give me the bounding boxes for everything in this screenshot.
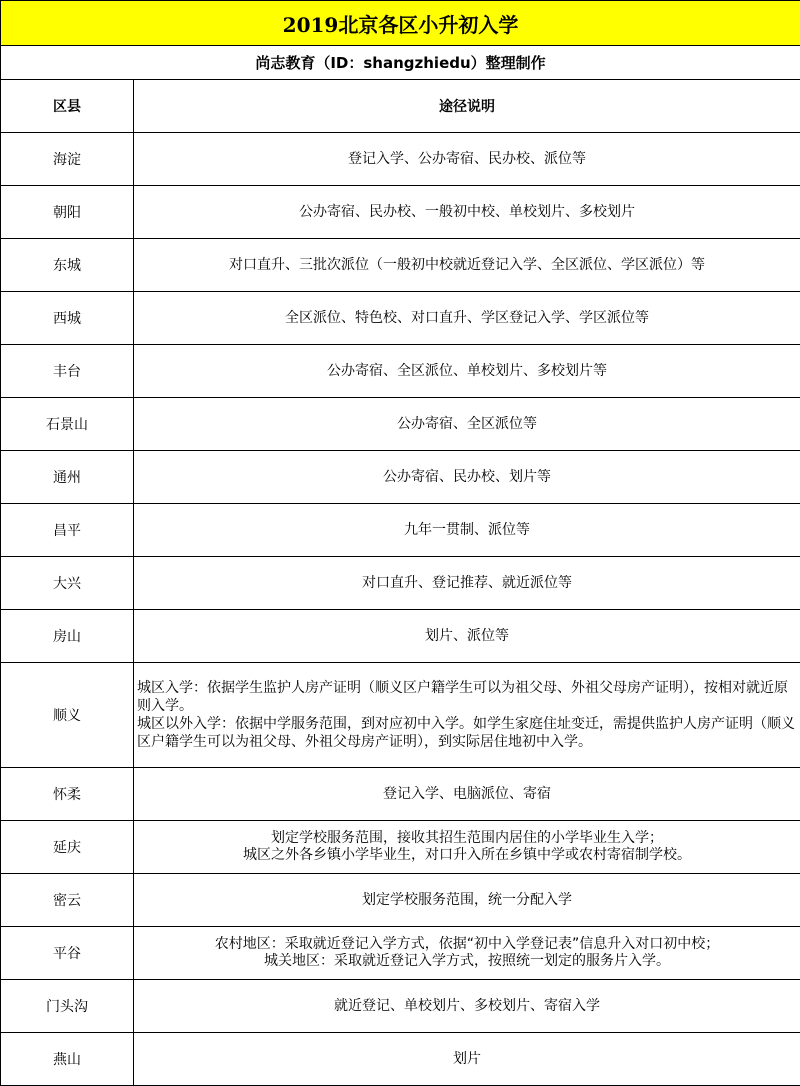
column-header-method: 途径说明 bbox=[134, 80, 800, 133]
district-cell: 怀柔 bbox=[1, 768, 134, 821]
method-cell bbox=[134, 504, 800, 557]
method-line: 划片 bbox=[136, 1051, 798, 1068]
method-cell bbox=[134, 927, 800, 980]
method-line: 全区派位、特色校、对口直升、学区登记入学、学区派位等 bbox=[136, 310, 798, 327]
method-line: 城区以外入学：依据中学服务范围，到对应初中入学。如学生家庭住址变迁，需提供监护人房产证明（顺义区户籍学生可以为祖父母、外祖父母房产证明），到实际居住地初中入学。 bbox=[137, 715, 797, 751]
method-cell bbox=[134, 557, 800, 610]
district-cell: 石景山 bbox=[1, 398, 134, 451]
method-line: 公办寄宿、全区派位等 bbox=[136, 416, 798, 433]
method-cell bbox=[134, 821, 800, 874]
method-cell bbox=[134, 768, 800, 821]
table-row bbox=[1, 398, 800, 451]
method-cell bbox=[134, 345, 800, 398]
method-line: 对口直升、三批次派位（一般初中校就近登记入学、全区派位、学区派位）等 bbox=[136, 257, 798, 274]
district-cell: 房山 bbox=[1, 610, 134, 663]
district-cell: 大兴 bbox=[1, 557, 134, 610]
district-cell: 昌平 bbox=[1, 504, 134, 557]
district-cell: 顺义 bbox=[1, 663, 134, 768]
table-row bbox=[1, 451, 800, 504]
method-line: 就近登记、单校划片、多校划片、寄宿入学 bbox=[136, 998, 798, 1015]
method-line: 登记入学、公办寄宿、民办校、派位等 bbox=[136, 151, 798, 168]
method-line: 城区入学：依据学生监护人房产证明（顺义区户籍学生可以为祖父母、外祖父母房产证明），按相对就近原则入学。 bbox=[137, 679, 797, 715]
method-cell bbox=[134, 292, 800, 345]
title-row bbox=[1, 1, 800, 46]
method-line: 城关地区：采取就近登记入学方式，按照统一划定的服务片入学。 bbox=[136, 953, 798, 970]
district-cell: 密云 bbox=[1, 874, 134, 927]
table-row bbox=[1, 292, 800, 345]
district-cell: 海淀 bbox=[1, 133, 134, 186]
table-row bbox=[1, 980, 800, 1033]
district-cell: 东城 bbox=[1, 239, 134, 292]
method-cell bbox=[134, 610, 800, 663]
district-cell: 延庆 bbox=[1, 821, 134, 874]
method-cell bbox=[134, 239, 800, 292]
table-row bbox=[1, 1033, 800, 1086]
district-cell: 门头沟 bbox=[1, 980, 134, 1033]
table-row bbox=[1, 821, 800, 874]
table-row bbox=[1, 345, 800, 398]
header-row bbox=[1, 80, 800, 133]
method-line: 公办寄宿、民办校、一般初中校、单校划片、多校划片 bbox=[136, 204, 798, 221]
table-row bbox=[1, 133, 800, 186]
district-cell: 通州 bbox=[1, 451, 134, 504]
table-row bbox=[1, 239, 800, 292]
method-line: 农村地区：采取就近登记入学方式，依据“初中入学登记表”信息升入对口初中校； bbox=[136, 936, 798, 953]
table-row bbox=[1, 874, 800, 927]
district-cell: 燕山 bbox=[1, 1033, 134, 1086]
method-cell bbox=[134, 663, 800, 768]
method-cell bbox=[134, 133, 800, 186]
method-cell bbox=[134, 398, 800, 451]
method-line: 九年一贯制、派位等 bbox=[136, 522, 798, 539]
method-cell bbox=[134, 451, 800, 504]
table-row bbox=[1, 927, 800, 980]
method-cell bbox=[134, 980, 800, 1033]
method-line: 城区之外各乡镇小学毕业生，对口升入所在乡镇中学或农村寄宿制学校。 bbox=[136, 847, 798, 864]
table-row bbox=[1, 663, 800, 768]
table-subtitle: 尚志教育（ID：shangzhiedu）整理制作 bbox=[1, 46, 800, 80]
method-cell bbox=[134, 186, 800, 239]
table-row bbox=[1, 768, 800, 821]
table-row bbox=[1, 186, 800, 239]
method-cell bbox=[134, 1033, 800, 1086]
district-cell: 丰台 bbox=[1, 345, 134, 398]
method-line: 公办寄宿、民办校、划片等 bbox=[136, 469, 798, 486]
table-row bbox=[1, 504, 800, 557]
method-line: 划片、派位等 bbox=[136, 628, 798, 645]
method-line: 划定学校服务范围，统一分配入学 bbox=[136, 892, 798, 909]
method-line: 登记入学、电脑派位、寄宿 bbox=[136, 786, 798, 803]
table-title: 2019北京各区小升初入学 bbox=[1, 1, 800, 46]
method-line: 公办寄宿、全区派位、单校划片、多校划片等 bbox=[136, 363, 798, 380]
district-cell: 平谷 bbox=[1, 927, 134, 980]
method-cell bbox=[134, 874, 800, 927]
column-header-district: 区县 bbox=[1, 80, 134, 133]
subtitle-row bbox=[1, 46, 800, 80]
district-cell: 西城 bbox=[1, 292, 134, 345]
method-line: 划定学校服务范围，接收其招生范围内居住的小学毕业生入学； bbox=[136, 830, 798, 847]
table-row bbox=[1, 610, 800, 663]
method-line: 对口直升、登记推荐、就近派位等 bbox=[136, 575, 798, 592]
table-row bbox=[1, 557, 800, 610]
district-cell: 朝阳 bbox=[1, 186, 134, 239]
